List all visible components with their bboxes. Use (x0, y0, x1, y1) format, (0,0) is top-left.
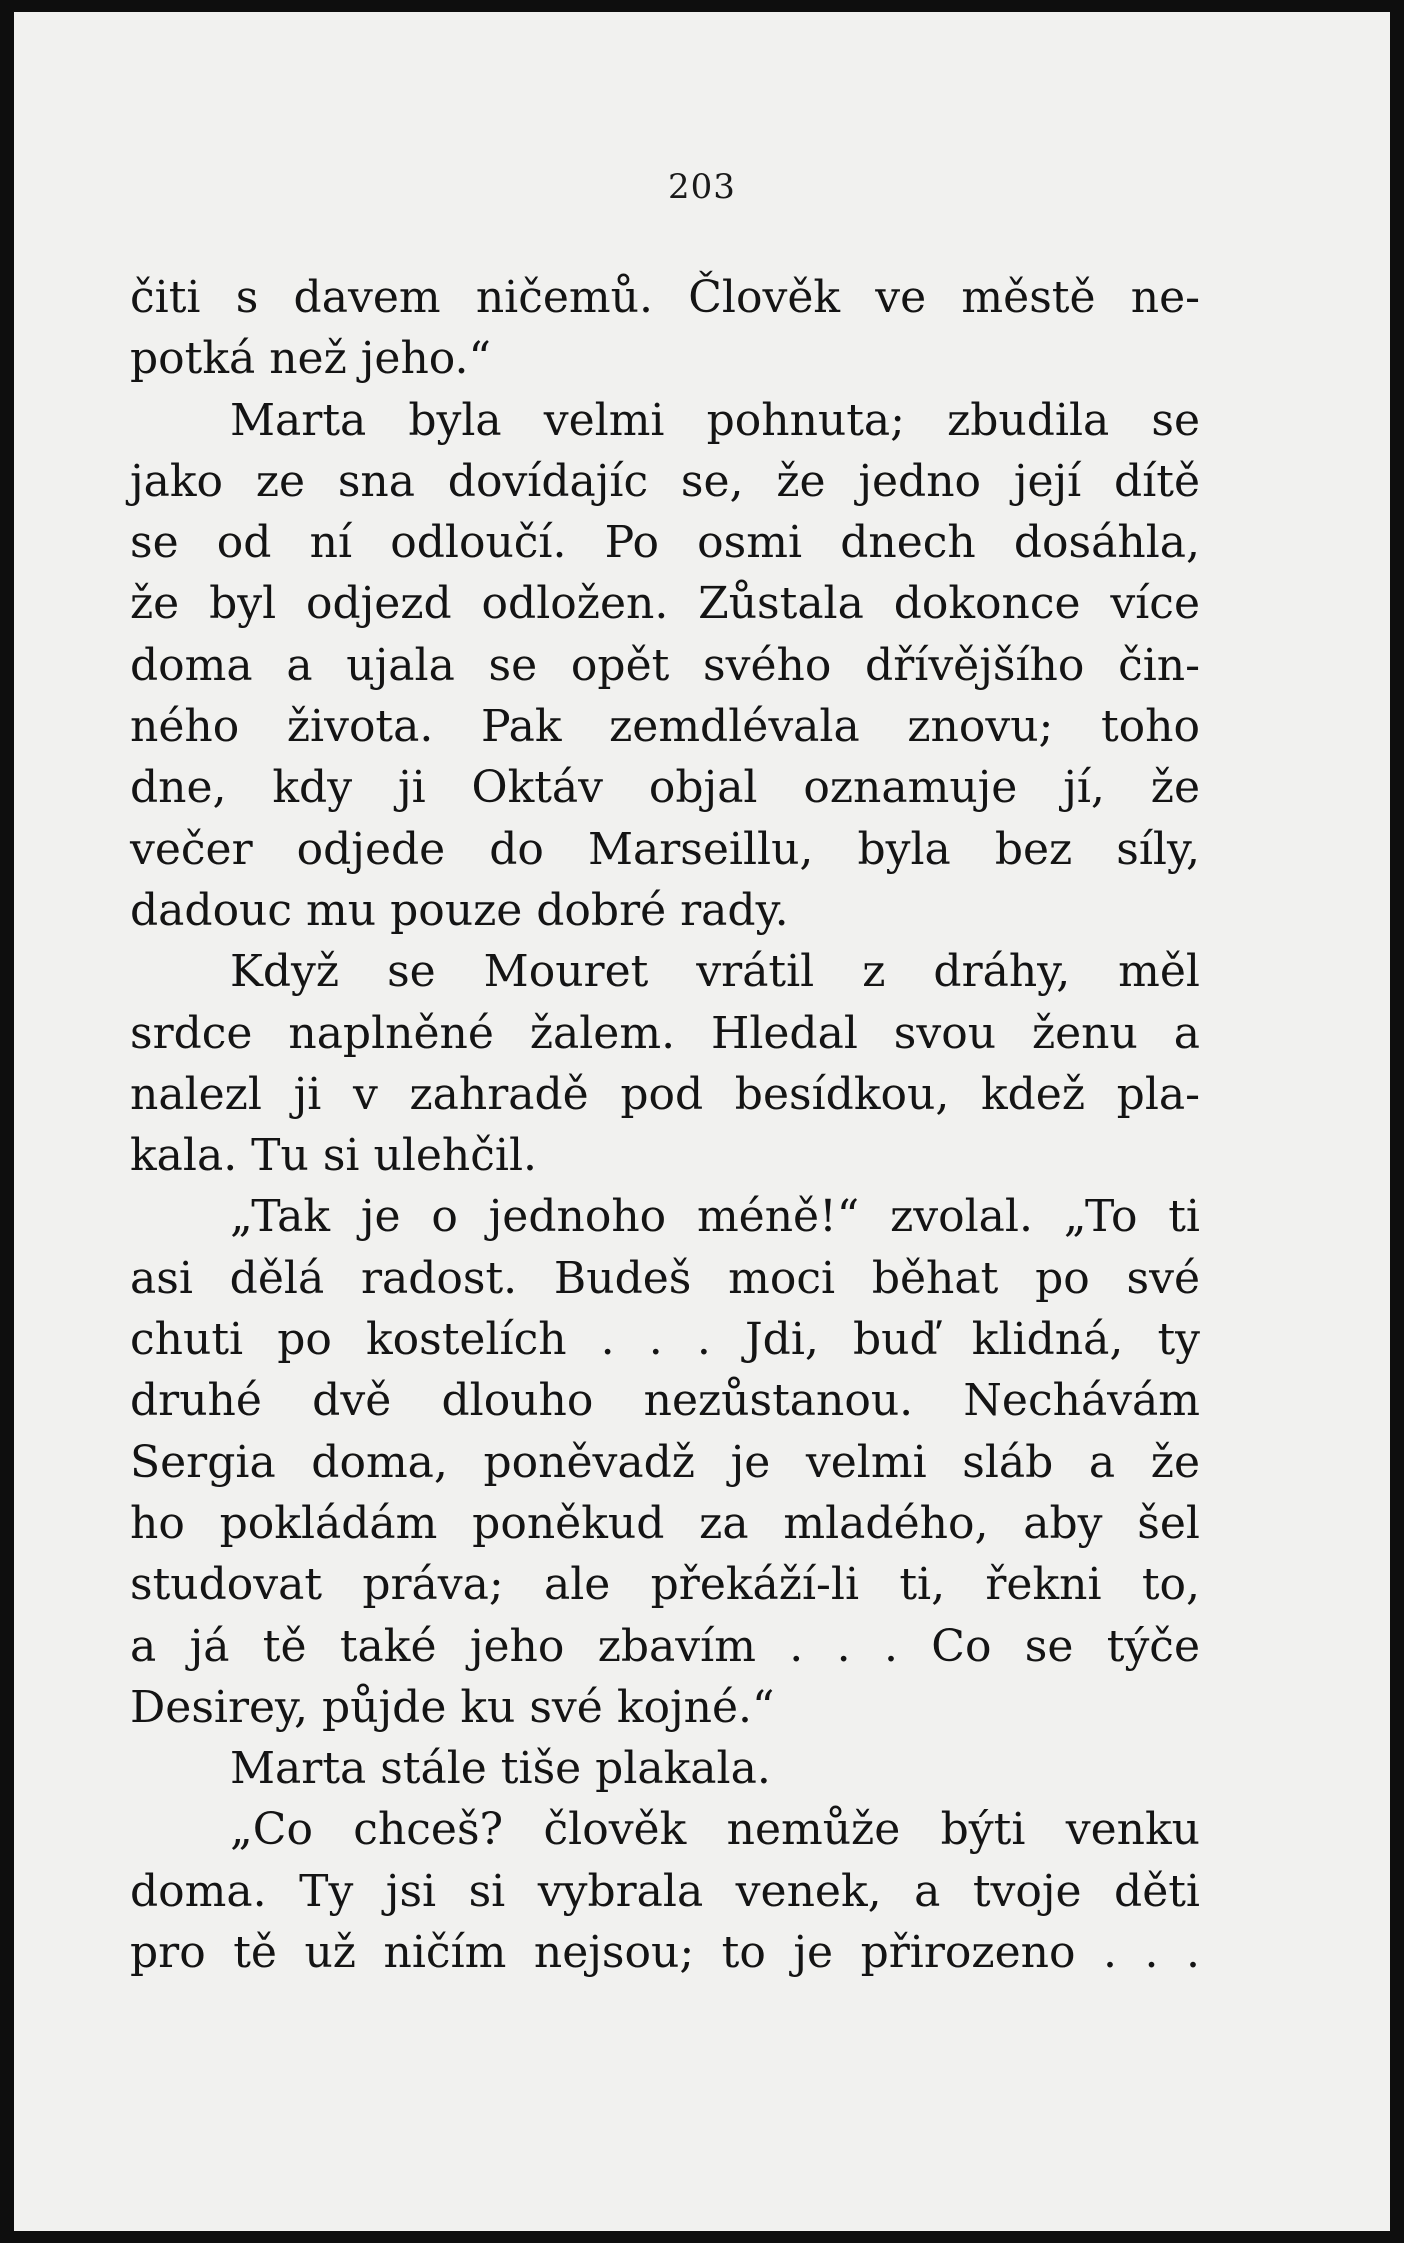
text-line: ného života. Pak zemdlévala znovu; toho (130, 701, 1200, 753)
text-line: Desirey, půjde ku své kojné.“ (130, 1681, 775, 1733)
text-line: dne, kdy ji Oktáv objal oznamuje jí, že (130, 762, 1200, 814)
text-line: asi dělá radost. Budeš moci běhat po své (130, 1252, 1200, 1304)
book-page (14, 12, 1390, 2231)
text-line: chuti po kostelích . . . Jdi, buď klidná, ty (130, 1314, 1200, 1366)
text-line: pro tě už ničím nejsou; to je přirozeno . . . (130, 1927, 1200, 1979)
text-line: a já tě také jeho zbavím . . . Co se týče (130, 1620, 1200, 1672)
text-line: Marta stále tiše plakala. (230, 1743, 771, 1795)
text-line: kala. Tu si ulehčil. (130, 1130, 538, 1182)
text-line: Když se Mouret vrátil z dráhy, měl (230, 946, 1200, 998)
text-line: jako ze sna dovídajíc se, že jedno její dítě (130, 455, 1200, 507)
text-line: ho pokládám poněkud za mladého, aby šel (130, 1497, 1200, 1549)
text-line: čiti s davem ničemů. Člověk ve městě ne- (130, 272, 1200, 323)
text-line: doma. Ty jsi si vybrala venek, a tvoje děti (130, 1865, 1200, 1917)
text-line: večer odjede do Marseillu, byla bez síly, (130, 823, 1200, 875)
text-line: Sergia doma, poněvadž je velmi sláb a že (130, 1436, 1200, 1488)
text-line: nalezl ji v zahradě pod besídkou, kdež pla- (130, 1068, 1200, 1120)
text-line: potká než jeho.“ (130, 333, 491, 385)
text-line: se od ní odloučí. Po osmi dnech dosáhla, (130, 517, 1200, 569)
text-line: „Co chceš? člověk nemůže býti venku (230, 1804, 1200, 1856)
text-line: že byl odjezd odložen. Zůstala dokonce více (130, 578, 1200, 630)
text-line: „Tak je o jednoho méně!“ zvolal. „To ti (230, 1191, 1200, 1243)
page-number: 203 (668, 167, 736, 207)
text-line: dadouc mu pouze dobré rady. (130, 884, 789, 936)
text-line: studovat práva; ale překáží-li ti, řekni to, (130, 1559, 1200, 1611)
text-line: Marta byla velmi pohnuta; zbudila se (230, 394, 1200, 446)
text-line: srdce naplněné žalem. Hledal svou ženu a (130, 1007, 1200, 1059)
body-text (130, 267, 1200, 1983)
text-line: druhé dvě dlouho nezůstanou. Nechávám (130, 1375, 1200, 1427)
text-line: doma a ujala se opět svého dřívějšího čin- (130, 639, 1200, 691)
